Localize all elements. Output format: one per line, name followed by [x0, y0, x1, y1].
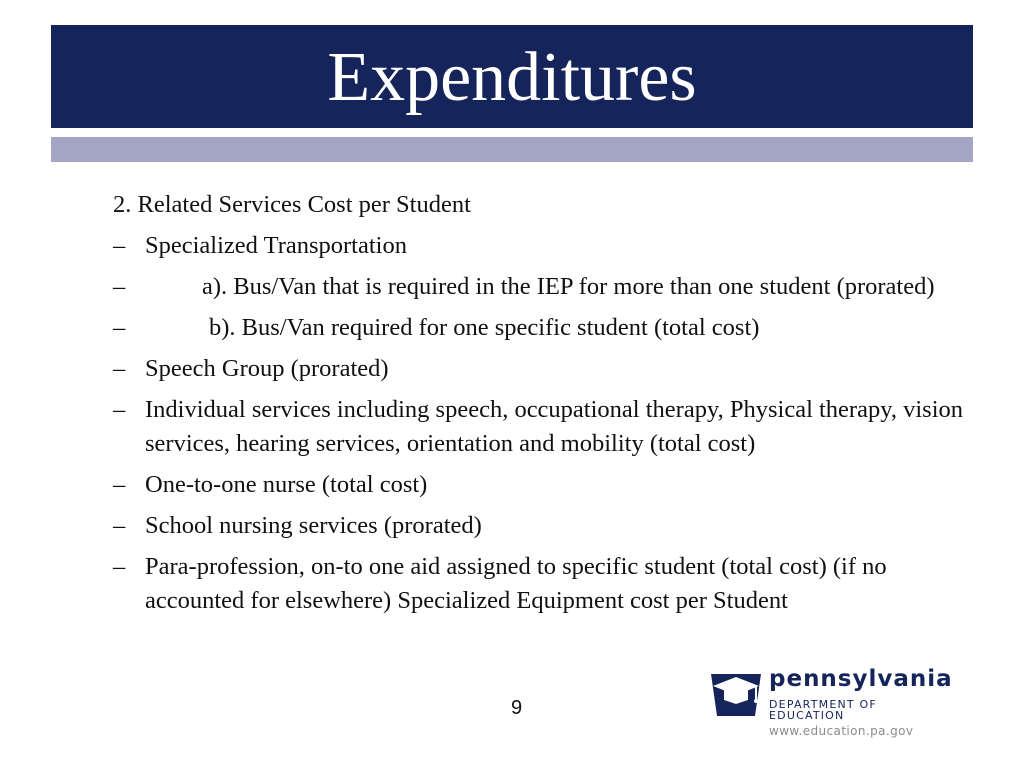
logo-wordmark: pennsylvania	[769, 666, 953, 692]
list-item	[113, 468, 983, 502]
list-item	[113, 393, 983, 461]
dash-bullet: –	[113, 232, 126, 259]
keystone-graduation-cap-icon	[707, 660, 765, 718]
list-item	[113, 509, 983, 543]
list-item-text: Individual services including speech, occupational therapy, Physical therapy, vision services, hearing services, orientation and mobility (total cost)	[145, 396, 964, 457]
dash-bullet: –	[113, 396, 126, 423]
list-item-text: b). Bus/Van required for one specific student (total cost)	[209, 314, 760, 341]
dash-bullet: –	[113, 471, 126, 498]
list-item	[113, 229, 983, 263]
list-item	[113, 311, 983, 345]
list-item	[113, 270, 983, 304]
dash-bullet: –	[113, 273, 126, 300]
dash-bullet: –	[113, 314, 126, 341]
page-number: 9	[511, 697, 523, 719]
list-item	[113, 352, 983, 386]
title-bar	[51, 25, 973, 128]
dash-bullet: –	[113, 553, 126, 580]
website-url: www.education.pa.gov	[769, 724, 914, 738]
list-item-text: School nursing services (prorated)	[145, 512, 482, 539]
list-item-text: One-to-one nurse (total cost)	[145, 471, 428, 498]
dash-bullet: –	[113, 512, 126, 539]
list-item-text: a). Bus/Van that is required in the IEP for more than one student (prorated)	[202, 273, 935, 300]
section-heading: 2. Related Services Cost per Student	[113, 191, 471, 218]
pa-education-logo	[707, 660, 957, 720]
list-item-text: Specialized Transportation	[145, 232, 407, 259]
slide-content	[113, 188, 983, 625]
list-item	[113, 550, 983, 618]
dash-bullet: –	[113, 355, 126, 382]
list-item-text: Speech Group (prorated)	[145, 355, 389, 382]
slide-title: Expenditures	[327, 38, 697, 116]
logo-department: DEPARTMENT OF EDUCATION	[769, 698, 877, 722]
list-item-text: Para-profession, on-to one aid assigned to specific student (total cost) (if no accounted for elsewhere) Specialized Equipment cost per Student	[145, 553, 887, 614]
title-underline-bar	[51, 137, 973, 162]
